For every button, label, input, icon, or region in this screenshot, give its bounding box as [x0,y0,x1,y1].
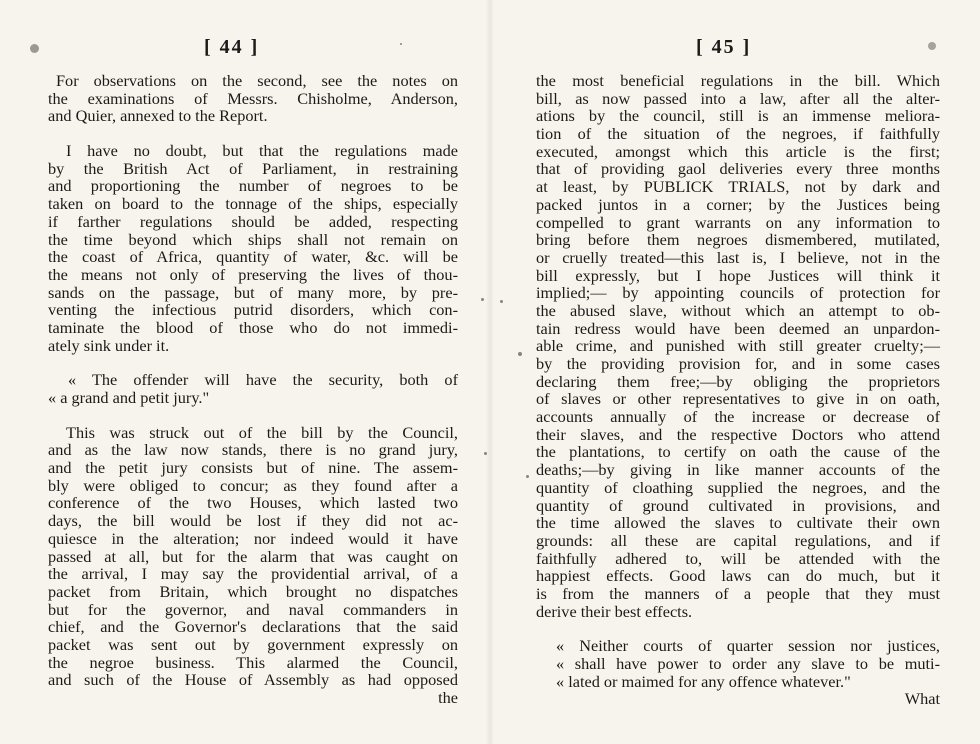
text-line: This was struck out of the bill by the Council, [66,422,458,442]
text-line: and proportioning the number of negroes to be [48,176,458,196]
text-line: their slaves, and the respective Doctors who attend [536,424,940,444]
catchword: the [438,688,458,707]
quote-line: « lated or maimed for any offence whatever." [556,671,851,691]
text-line: bill expressly, but I hope Justices will think it [536,265,940,285]
text-line: the plantations, to certify on oath the cause of the [536,442,940,462]
text-line: faithfully adhered to, will be attended with the [536,548,940,568]
text-line: venting the infectious putrid disorders, which con- [48,300,458,320]
text-line: packet from Britain, which brought no dispatches [48,581,458,601]
text-line: if farther regulations should be added, respecting [48,211,458,231]
text-line: accounts annually of the increase or decrease of [536,407,940,427]
text-line: of slaves or other representatives to give in on oath, [536,389,940,409]
text-line: packed juntos in a corner; by the Justices being [536,194,940,214]
text-line: packet was sent out by government expressly on [48,634,458,654]
text-line: the time allowed the slaves to cultivate their own [536,513,940,533]
text-line: grounds: all these are capital regulations, and if [536,530,940,550]
text-line: quantity of cloathing supplied the negroes, and the [536,477,940,497]
text-line: For observations on the second, see the notes on [56,71,458,90]
text-line: tion of the situation of the negroes, if faithfully [536,124,940,144]
text-line: derive their best effects. [536,601,693,621]
text-line: compelled to grant warrants on any information to [536,212,940,232]
text-line: declaring them free;—by obliging the proprietors [536,371,940,391]
right-page-number: [ 45 ] [696,36,752,58]
text-line: and Quier, annexed to the Report. [48,106,268,126]
text-line: the coast of Africa, quantity of water, &c. will be [48,247,458,267]
text-line: the time beyond which ships shall not remain on [48,229,458,249]
text-line: and as the law now stands, there is no grand jury, [48,440,458,460]
left-page-number: [ 44 ] [204,36,260,58]
text-line: quantity of ground cultivated in provisions, and [536,495,940,515]
text-line: taminate the blood of those who do not immedi- [48,317,458,337]
text-line: bill, as now passed into a law, after all the alter- [536,88,940,108]
text-line: but for the governor, and naval commanders in [48,599,458,619]
text-line: or cruelly treated—this last is, I believe, not in the [536,247,940,267]
text-line: by the providing provision for, and in some cases [536,354,940,373]
text-line: passed at all, but for the alarm that was caught on [48,546,458,566]
quote-line: « a grand and petit jury." [48,388,210,407]
text-line: the most beneficial regulations in the bill. Which [536,71,940,90]
catchword: What [904,689,940,709]
text-line: happiest effects. Good laws can do much, but it [536,566,940,586]
text-line: tain redress would have been deemed an unpardon- [536,318,940,338]
text-line: the negroe business. This alarmed the Council, [48,652,458,672]
text-line: the means not only of preserving the lives of thou- [48,264,458,284]
text-line: executed, amongst which this article is the first; [536,141,940,161]
text-line: at least, by PUBLICK TRIALS, not by dark and [536,177,940,197]
text-line: able crime, and punished with still greater cruelty;— [536,336,940,356]
text-line: ately sink under it. [48,335,170,355]
text-line: I have no doubt, but that the regulations made [66,141,458,161]
text-line: and such of the House of Assembly as had opposed [48,670,458,690]
quote-line: « shall have power to order any slave to be muti- [556,654,940,673]
text-line: that of providing gaol deliveries every three months [536,159,940,179]
quote-line: « The offender will have the security, both of [68,370,458,390]
right-page-text [536,72,940,708]
text-line: by the British Act of Parliament, in restraining [48,158,458,178]
text-line: conference of the two Houses, which lasted two [48,493,458,513]
text-line: and the petit jury consists but of nine. The assem- [48,458,458,478]
text-line: taken on board to the tonnage of the ships, especially [48,194,458,214]
text-line: the abused slave, without which an attempt to ob- [536,300,940,320]
text-line: the arrival, I may say the providential arrival, of a [48,564,458,584]
right-page [490,0,980,744]
text-line: quiesce in the alteration; nor indeed would it have [48,528,458,548]
text-line: is from the manners of a people that they must [536,583,940,603]
text-line: days, the bill would be lost if they did not ac- [48,511,458,531]
text-line: bring before them negroes dismembered, mutilated, [536,230,940,250]
quote-line: « Neither courts of quarter session nor justices, [556,636,940,656]
text-line: bly were obliged to concur; as they found after a [48,475,458,495]
text-line: sands on the passage, but of many more, by pre- [48,282,458,302]
text-line: deaths;—by giving in like manner accounts of the [536,460,940,480]
left-page-text [48,72,458,707]
text-line: implied;— by appointing councils of protection for [536,283,940,303]
text-line: the examinations of Messrs. Chisholme, Anderson, [48,88,458,108]
text-line: chief, and the Governor's declarations that the said [48,617,458,637]
text-line: ations by the council, still is an immense meliora- [536,106,940,126]
